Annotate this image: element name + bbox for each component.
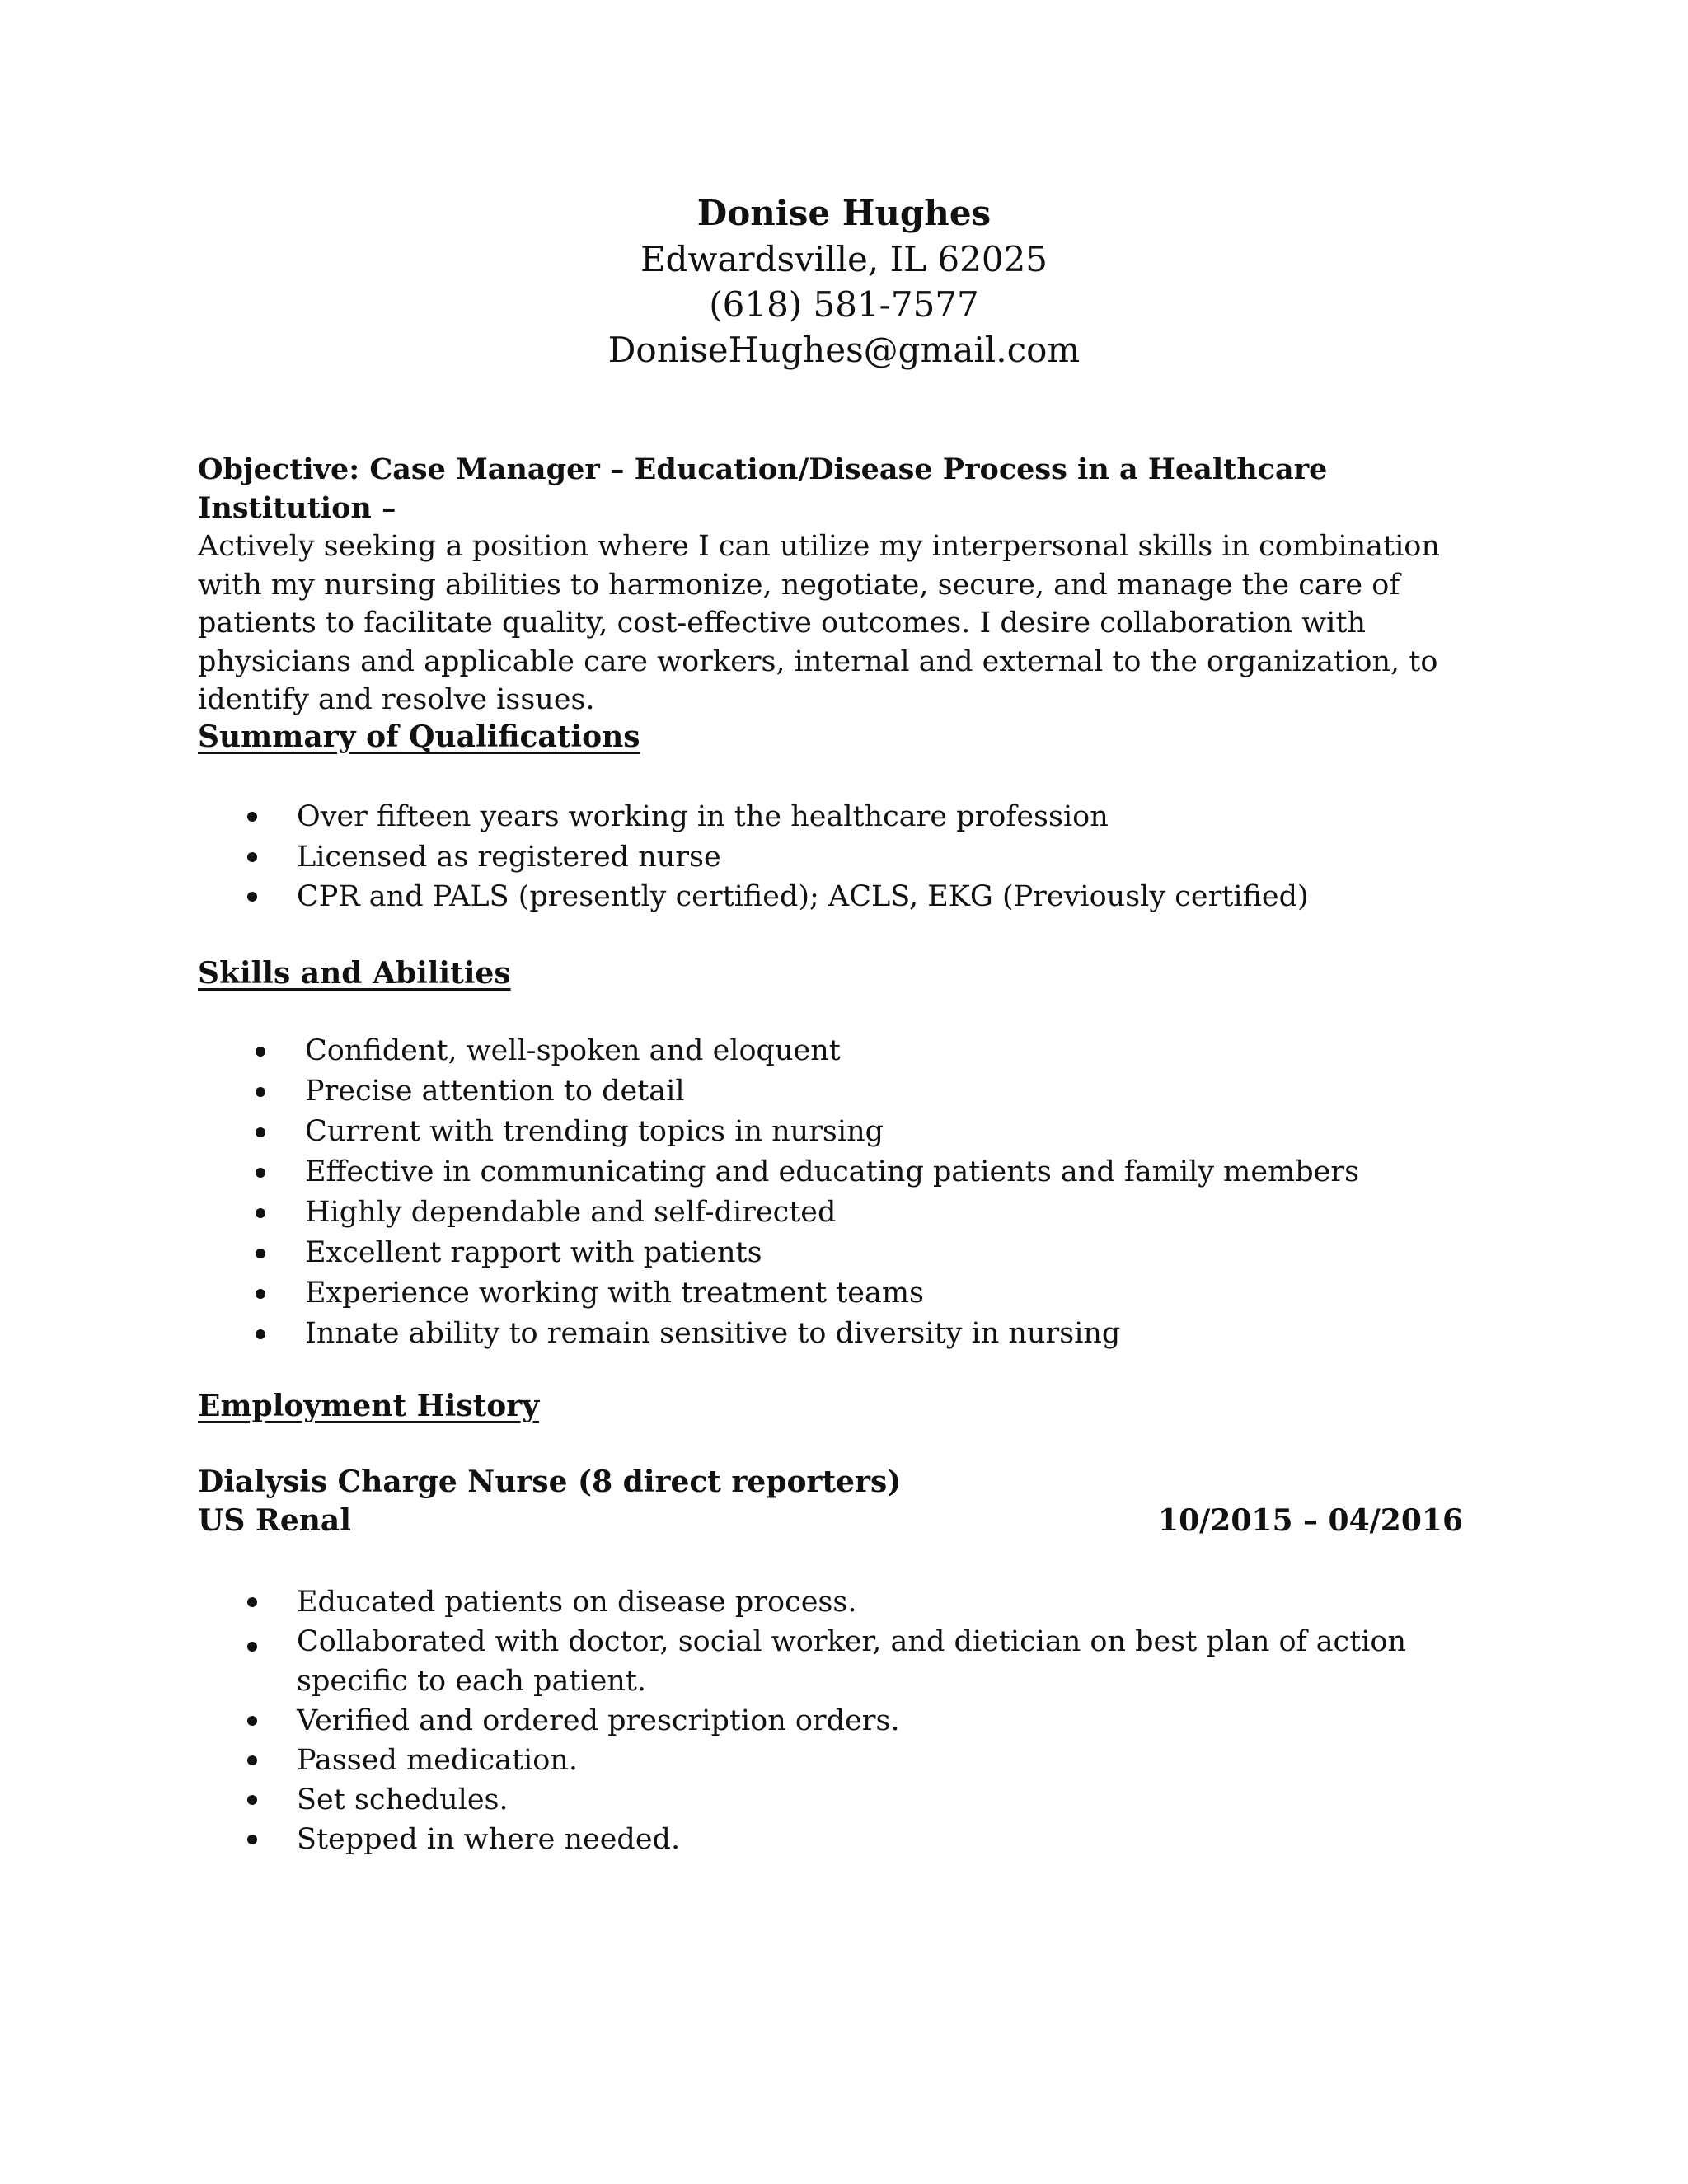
list-item: Passed medication.: [198, 1741, 1492, 1780]
list-item: Excellent rapport with patients: [206, 1233, 1359, 1273]
bullet-icon: [256, 1047, 265, 1057]
skills-list: [206, 1031, 1359, 1354]
job-duties-list: [198, 1582, 1492, 1859]
job-title: Dialysis Charge Nurse (8 direct reporters): [198, 1465, 902, 1499]
list-item: Highly dependable and self-directed: [206, 1193, 1359, 1233]
employer-name: US Renal: [198, 1503, 351, 1538]
bullet-icon: [256, 1127, 265, 1137]
list-item: CPR and PALS (presently certified); ACLS, EKG (Previously certified): [198, 877, 1309, 917]
bullet-icon: [256, 1249, 265, 1258]
candidate-name: Donise Hughes: [696, 193, 992, 233]
candidate-email: DoniseHughes@gmail.com: [607, 330, 1081, 370]
bullet-icon: [247, 892, 257, 902]
list-item: Verified and ordered prescription orders.: [198, 1701, 1492, 1741]
candidate-city: Edwardsville, IL 62025: [640, 239, 1048, 279]
employer-row: [198, 1503, 1463, 1538]
bullet-icon: [256, 1208, 265, 1218]
summary-list: [198, 797, 1309, 917]
employment-heading: Employment History: [198, 1389, 540, 1423]
bullet-icon: [247, 1597, 257, 1607]
candidate-phone: (618) 581-7577: [709, 284, 979, 325]
employment-dates: 10/2015 – 04/2016: [1158, 1503, 1463, 1538]
bullet-icon: [247, 852, 257, 862]
list-item: Collaborated with doctor, social worker, and dietician on best plan of action specific to each patient.: [198, 1622, 1492, 1701]
skills-heading: Skills and Abilities: [198, 956, 511, 991]
objective-text: Actively seeking a position where I can utilize my interpersonal skills in combination with my nursing abilities to harmonize, negotiate, secure, and manage the care of patients to facilitate quality, cost-effective outcomes. I desire collaboration with physicians and applicable care workers, internal and external to the organization, to identify and resolve issues.: [198, 530, 1440, 716]
list-item: Experience working with treatment teams: [206, 1273, 1359, 1314]
bullet-icon: [247, 812, 257, 822]
list-item: Licensed as registered nurse: [198, 837, 1309, 878]
list-item: Over fifteen years working in the healthcare profession: [198, 797, 1309, 837]
bullet-icon: [256, 1329, 265, 1339]
list-item: Innate ability to remain sensitive to diversity in nursing: [206, 1314, 1359, 1354]
list-item: Set schedules.: [198, 1780, 1492, 1820]
bullet-icon: [247, 1642, 257, 1652]
bullet-icon: [256, 1168, 265, 1178]
list-item: Current with trending topics in nursing: [206, 1112, 1359, 1152]
objective-section: [198, 451, 1492, 719]
objective-lead: Objective: Case Manager – Education/Disease Process in a Healthcare Institution –: [198, 452, 1328, 525]
bullet-icon: [256, 1087, 265, 1097]
bullet-icon: [256, 1289, 265, 1299]
list-item: Educated patients on disease process.: [198, 1582, 1492, 1622]
list-item: Confident, well-spoken and eloquent: [206, 1031, 1359, 1071]
list-item: Precise attention to detail: [206, 1071, 1359, 1112]
bullet-icon: [247, 1716, 257, 1726]
bullet-icon: [247, 1835, 257, 1844]
bullet-icon: [247, 1795, 257, 1805]
list-item: Stepped in where needed.: [198, 1820, 1492, 1859]
list-item: Effective in communicating and educating patients and family members: [206, 1152, 1359, 1193]
summary-heading: Summary of Qualifications: [198, 719, 640, 754]
bullet-icon: [247, 1755, 257, 1765]
